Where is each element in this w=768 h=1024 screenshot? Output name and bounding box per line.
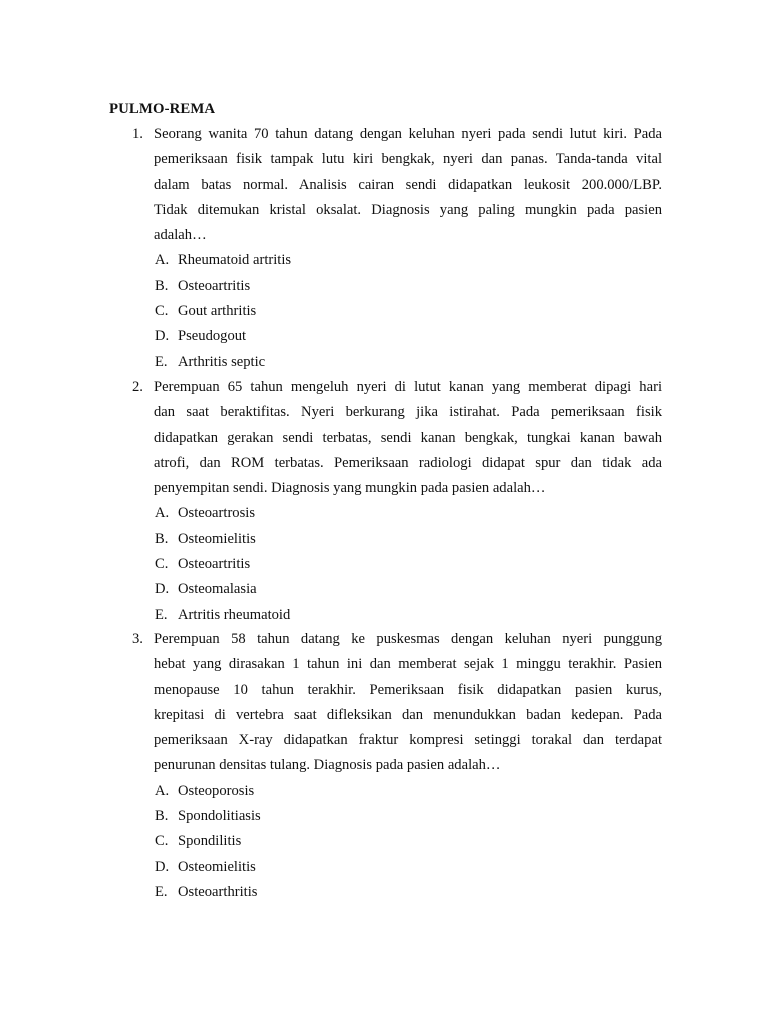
question-number: 3. (132, 631, 143, 647)
option-letter: A. (155, 252, 170, 269)
option-text: Spondilitis (178, 833, 242, 850)
option-text: Osteoartrosis (178, 505, 256, 522)
question-line: krepitasi di vertebra saat difleksikan dan menundukkan badan kedepan. Pada (154, 706, 662, 723)
option-letter: B. (155, 808, 169, 825)
option-letter: C. (155, 556, 169, 573)
answer-option-c (155, 829, 662, 854)
answer-option-b (155, 274, 662, 299)
option-letter: D. (155, 581, 170, 598)
answer-option-e (155, 603, 662, 628)
answer-option-a (155, 501, 662, 526)
question-line: Tidak ditemukan kristal oksalat. Diagnosis yang paling mungkin pada pasien (154, 201, 662, 218)
option-text: Osteoartritis (178, 556, 251, 573)
answer-option-c (155, 299, 662, 324)
question-1 (132, 122, 662, 375)
option-text: Osteomalasia (178, 581, 257, 598)
question-line: menopause 10 tahun terakhir. Pemeriksaan fisik didapatkan pasien kurus, (154, 681, 662, 698)
question-3 (132, 627, 662, 905)
question-line: penyempitan sendi. Diagnosis yang mungkin pada pasien adalah… (154, 480, 546, 497)
option-letter: B. (155, 277, 169, 294)
option-text: Gout arthritis (178, 303, 257, 320)
answer-option-b (155, 527, 662, 552)
question-line: didapatkan gerakan sendi terbatas, sendi kanan bengkak, tungkai kanan bawah (154, 429, 662, 446)
option-letter: C. (155, 303, 169, 320)
question-line: hebat yang dirasakan 1 tahun ini dan memberat sejak 1 minggu terakhir. Pasien (154, 656, 662, 673)
option-text: Osteoporosis (178, 782, 255, 799)
option-text: Artritis rheumatoid (178, 606, 291, 623)
option-letter: E. (155, 353, 168, 370)
option-letter: B. (155, 530, 169, 547)
answer-option-c (155, 552, 662, 577)
question-line: adalah… (154, 227, 207, 244)
question-line: Seorang wanita 70 tahun datang dengan keluhan nyeri pada sendi lutut kiri. Pada (154, 126, 662, 142)
question-line: atrofi, dan ROM terbatas. Pemeriksaan radiologi didapat spur dan tidak ada (154, 454, 662, 471)
option-text: Pseudogout (178, 328, 247, 345)
answer-options (155, 501, 662, 627)
option-text: Arthritis septic (178, 353, 266, 370)
question-line: Perempuan 65 tahun mengeluh nyeri di lutut kanan yang memberat dipagi hari (154, 379, 662, 395)
option-text: Osteoarthritis (178, 883, 258, 900)
option-text: Osteoartritis (178, 277, 251, 294)
question-number: 1. (132, 126, 143, 142)
option-letter: E. (155, 883, 168, 900)
question-text (154, 627, 662, 779)
answer-option-d (155, 855, 662, 880)
option-letter: A. (155, 505, 170, 522)
answer-option-e (155, 880, 662, 905)
option-letter: E. (155, 606, 168, 623)
question-text (154, 122, 662, 248)
question-number: 2. (132, 379, 143, 395)
question-line: pemeriksaan X-ray didapatkan fraktur kompresi setinggi torakal dan terdapat (154, 732, 662, 749)
option-text: Spondolitiasis (178, 808, 261, 825)
answer-option-b (155, 804, 662, 829)
answer-options (155, 779, 662, 905)
question-2 (132, 375, 662, 628)
section-heading: PULMO-REMA (109, 101, 216, 117)
option-text: Osteomielitis (178, 858, 256, 875)
question-line: pemeriksaan fisik tampak lutu kiri bengkak, nyeri dan panas. Tanda-tanda vital (154, 151, 662, 168)
answer-options (155, 248, 662, 374)
answer-option-d (155, 324, 662, 349)
option-letter: D. (155, 858, 170, 875)
answer-option-d (155, 577, 662, 602)
question-line: penurunan densitas tulang. Diagnosis pada pasien adalah… (154, 757, 501, 774)
option-letter: A. (155, 782, 170, 799)
option-letter: D. (155, 328, 170, 345)
question-line: Perempuan 58 tahun datang ke puskesmas dengan keluhan nyeri punggung (154, 631, 662, 647)
option-letter: C. (155, 833, 169, 850)
question-line: dalam batas normal. Analisis cairan sendi didapatkan leukosit 200.000/LBP. (154, 176, 662, 193)
question-text (154, 375, 662, 501)
answer-option-a (155, 779, 662, 804)
option-text: Rheumatoid artritis (178, 252, 292, 269)
question-line: dan saat beraktifitas. Nyeri berkurang jika istirahat. Pada pemeriksaan fisik (154, 404, 662, 421)
answer-option-a (155, 248, 662, 273)
option-text: Osteomielitis (178, 530, 256, 547)
answer-option-e (155, 350, 662, 375)
